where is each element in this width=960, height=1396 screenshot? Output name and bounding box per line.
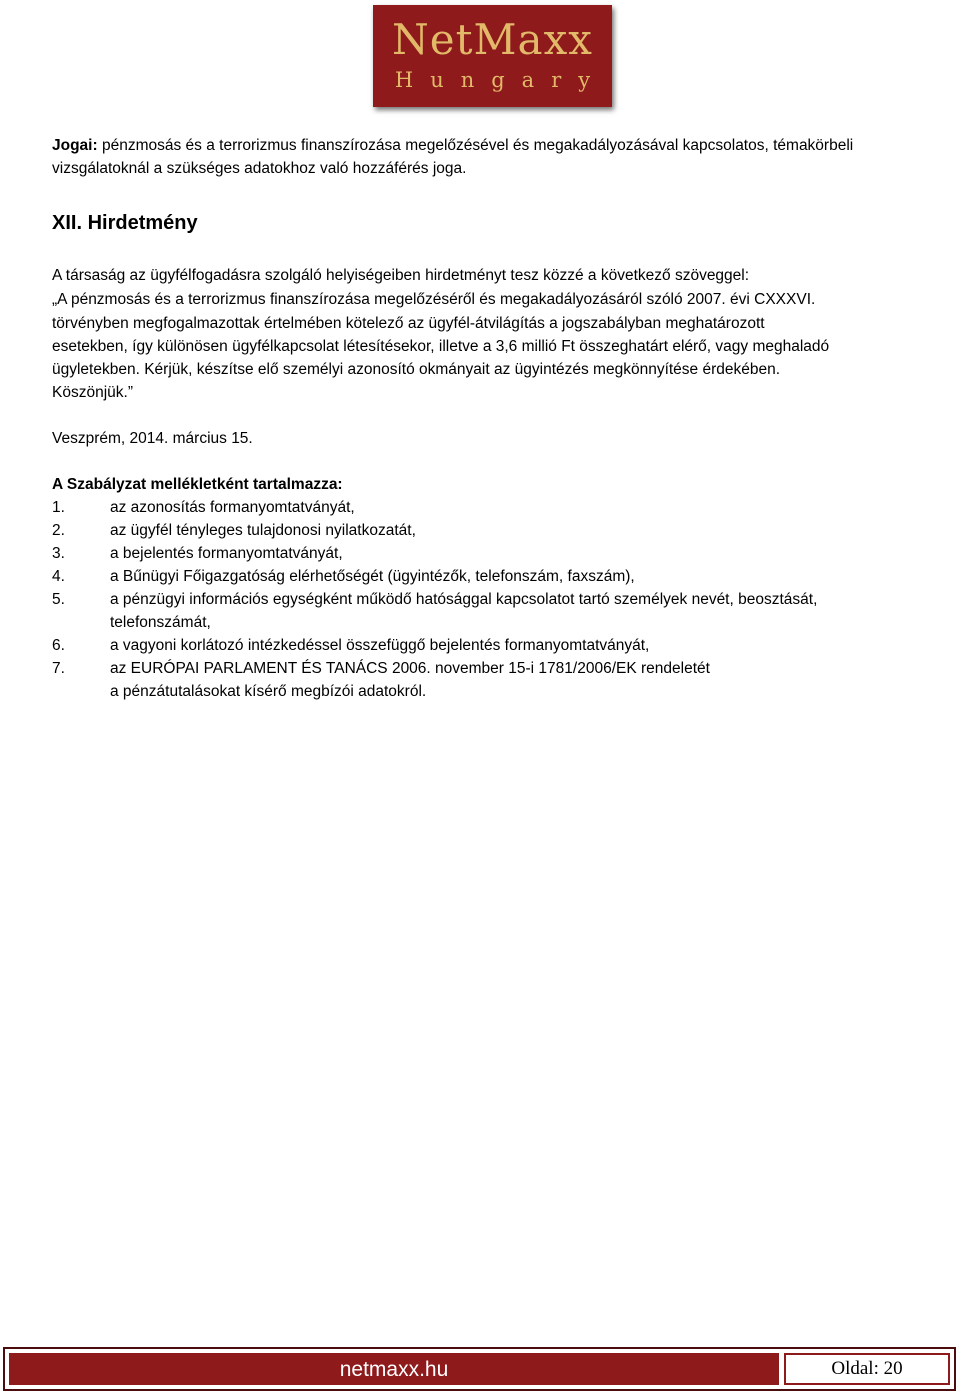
list-item-text: a pénzügyi információs egységként működő hatósággal kapcsolatot tartó személyek nevét, beosztását,: [110, 591, 818, 608]
list-item-text-continued: telefonszámát,: [110, 614, 211, 631]
footer-website: netmaxx.hu: [9, 1353, 779, 1385]
jogai-text-1: pénzmosás és a terrorizmus finanszírozása megelőzésével és megakadályozásával kapcsolatos, témakörbeli: [101, 137, 854, 154]
date-line: Veszprém, 2014. március 15.: [52, 430, 253, 447]
list-item-text: a vagyoni korlátozó intézkedéssel összefüggő bejelentés formanyomtatványát,: [110, 637, 650, 654]
section-title: XII. Hirdetmény: [52, 212, 198, 234]
body-line-6: Köszönjük.”: [52, 384, 133, 401]
list-item: [52, 542, 932, 565]
page-footer: [3, 1347, 956, 1391]
footer-page-number: Oldal: 20: [786, 1355, 948, 1383]
annex-list: [52, 496, 932, 703]
jogai-line-2: vizsgálatoknál a szükséges adatokhoz való hozzáférés joga.: [52, 160, 467, 177]
list-item-text-continued: a pénzátutalásokat kísérő megbízói adatokról.: [110, 683, 427, 700]
list-item-number: 6.: [52, 637, 65, 654]
list-item-text: a Bűnügyi Főigazgatóság elérhetőségét (ügyintézők, telefonszám, faxszám),: [110, 568, 635, 585]
list-item-text: az ügyfél tényleges tulajdonosi nyilatkozatát,: [110, 522, 416, 539]
logo-title: NetMaxx: [392, 15, 593, 64]
list-item-number: 5.: [52, 591, 65, 608]
list-item: [52, 657, 932, 703]
netmaxx-hungary-logo: [373, 5, 612, 107]
list-item-number: 7.: [52, 660, 65, 677]
list-item: [52, 588, 932, 634]
body-line-4: esetekben, így különösen ügyfélkapcsolat létesítésekor, illetve a 3,6 millió Ft összeghatárt elérő, vagy meghaladó: [52, 338, 830, 355]
list-item: [52, 565, 932, 588]
list-item: [52, 519, 932, 542]
list-item-number: 2.: [52, 522, 65, 539]
list-item-number: 4.: [52, 568, 65, 585]
body-line-2: „A pénzmosás és a terrorizmus finanszírozása megelőzéséről és megakadályozásáról szóló 2007. évi CXXXVI.: [52, 291, 816, 308]
list-item-text: az azonosítás formanyomtatványát,: [110, 499, 355, 516]
list-item: [52, 634, 932, 657]
list-item-text: a bejelentés formanyomtatványát,: [110, 545, 343, 562]
jogai-label: Jogai:: [52, 137, 98, 154]
logo-subtitle: Hungary: [394, 68, 608, 92]
body-line-5: ügyletekben. Kérjük, készítse elő személyi azonosító okmányait az ügyintézés megkönnyítése érdekében.: [52, 361, 781, 378]
jogai-line-1: [52, 134, 853, 157]
body-line-3: törvényben megfogalmazottak értelmében kötelező az ügyfél-átvilágítás a jogszabályban meghatározott: [52, 315, 765, 332]
list-item-text: az EURÓPAI PARLAMENT ÉS TANÁCS 2006. november 15-i 1781/2006/EK rendeletét: [110, 660, 710, 677]
body-line-1: A társaság az ügyfélfogadásra szolgáló helyiségeiben hirdetményt tesz közzé a következő szöveggel:: [52, 267, 750, 284]
list-item: [52, 496, 932, 519]
list-item-number: 3.: [52, 545, 65, 562]
list-item-number: 1.: [52, 499, 65, 516]
footer-page-box: [784, 1353, 950, 1385]
annex-title: A Szabályzat mellékletként tartalmazza:: [52, 476, 343, 493]
